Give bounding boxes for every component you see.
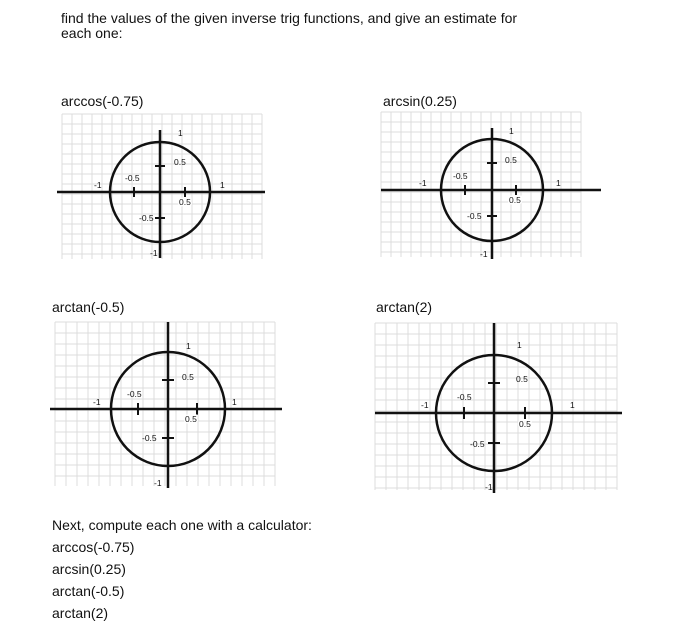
graph-grid [381,112,581,257]
tick-label-x-half: 0.5 [185,414,197,424]
tick-label-y-half: 0.5 [516,374,528,384]
tick-label-x-neg-half: -0.5 [125,173,140,183]
problem-title-arccos: arccos(-0.75) [61,93,144,109]
problem-title-arctan-neg: arctan(-0.5) [52,299,125,315]
tick-label-x-one: 1 [570,400,575,410]
tick-label-x-half: 0.5 [509,195,521,205]
tick-label-x-one: 1 [556,178,561,188]
tick-label-y-one: 1 [517,340,522,350]
graph-grid [375,323,617,490]
calculator-item: arccos(-0.75) [52,539,135,555]
tick-label-y-neg-one: -1 [485,482,493,492]
calculator-item: arctan(-0.5) [52,583,125,599]
tick-label-y-half: 0.5 [182,372,194,382]
problem-title-arcsin: arcsin(0.25) [383,93,457,109]
calculator-section [52,517,312,627]
tick-label-x-one: 1 [232,397,237,407]
tick-label-y-one: 1 [178,128,183,138]
unit-circle-graph [370,317,630,495]
unit-circle-graph [376,106,591,261]
graph-grid [55,322,275,486]
calculator-item: arctan(2) [52,605,109,621]
tick-label-x-one: 1 [220,180,225,190]
tick-label-y-neg-one: -1 [480,249,488,259]
unit-circle-graph [57,108,272,263]
tick-label-x-neg-one: -1 [94,180,102,190]
tick-label-y-neg-one: -1 [154,478,162,488]
unit-circle-graph [50,316,285,491]
tick-label-y-neg-half: -0.5 [139,213,154,223]
tick-label-y-neg-half: -0.5 [470,439,485,449]
tick-label-x-neg-one: -1 [93,397,101,407]
tick-label-y-neg-one: -1 [150,248,158,258]
calculator-item: arcsin(0.25) [52,561,126,577]
instructions-text: find the values of the given inverse trig functions, and give an estimate for each one: [61,10,518,41]
tick-label-x-neg-half: -0.5 [127,389,142,399]
tick-label-x-half: 0.5 [179,197,191,207]
tick-label-x-half: 0.5 [519,419,531,429]
tick-label-y-one: 1 [186,341,191,351]
tick-label-y-half: 0.5 [505,155,517,165]
tick-label-x-neg-one: -1 [421,400,429,410]
tick-label-x-neg-half: -0.5 [453,171,468,181]
graph-grid [62,114,262,259]
tick-label-y-neg-half: -0.5 [142,433,157,443]
problem-title-arctan-pos: arctan(2) [376,299,433,315]
tick-label-x-neg-half: -0.5 [457,392,472,402]
tick-label-y-one: 1 [509,126,514,136]
calculator-heading: Next, compute each one with a calculator: [52,517,312,533]
tick-label-y-half: 0.5 [174,157,186,167]
tick-label-y-neg-half: -0.5 [467,211,482,221]
tick-label-x-neg-one: -1 [419,178,427,188]
